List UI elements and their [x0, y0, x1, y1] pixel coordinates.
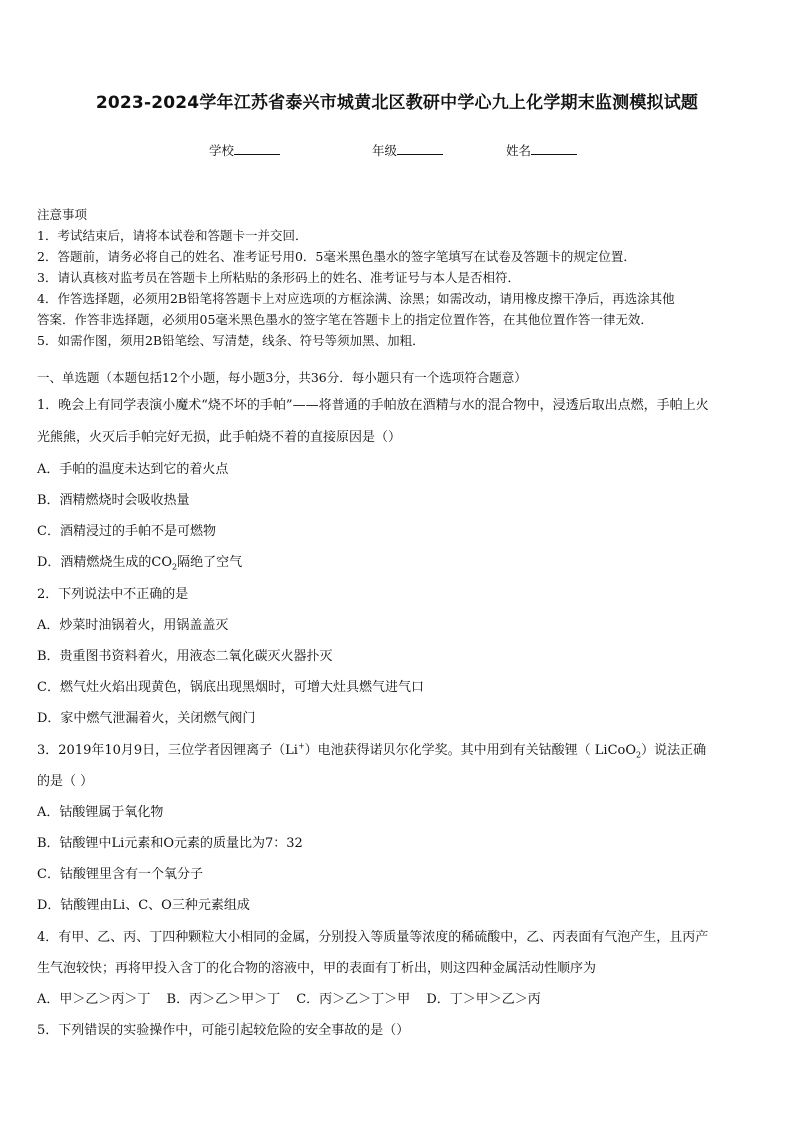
- question-5-stem: 5．下列错误的实验操作中，可能引起较危险的安全事故的是（）: [37, 1023, 410, 1038]
- question-1-option-b: B．酒精燃烧时会吸收热量: [37, 493, 190, 508]
- question-3-option-a: A．钴酸锂属于氧化物: [37, 805, 164, 820]
- school-label: 学校: [209, 143, 235, 158]
- question-3-line-2: 的是（ ）: [37, 774, 94, 789]
- school-blank: [234, 142, 280, 155]
- grade-blank: [397, 142, 443, 155]
- q3-text-pre: 3．2019年10月9日，三位学者因锂离子（Li: [37, 743, 298, 758]
- notice-item: 2．答题前，请务必将自己的姓名、准考证号用0．5毫米黑色墨水的签字笔填写在试卷及答题卡的规定位置．: [37, 249, 636, 264]
- q1-d-text-pre: D．酒精燃烧生成的CO: [37, 555, 173, 570]
- question-4-line-2: 生气泡较快；再将甲投入含丁的化合物的溶液中，甲的表面有丁析出，则这四种金属活动性顺序为: [37, 961, 597, 976]
- notice-item: 1．考试结束后，请将本试卷和答题卡一并交回．: [37, 228, 308, 243]
- q1-d-text-post: 隔绝了空气: [177, 555, 243, 570]
- notice-item: 4．作答选择题，必须用2B铅笔将答题卡上对应选项的方框涂满、涂黑；如需改动，请用橡皮擦干净后，再选涂其他: [37, 291, 675, 306]
- grade-label: 年级: [372, 143, 398, 158]
- school-field: [209, 141, 280, 159]
- section-heading: 一、单选题（本题包括12个小题，每小题3分，共36分．每小题只有一个选项符合题意）: [37, 370, 527, 385]
- name-label: 姓名: [506, 143, 532, 158]
- question-2-option-b: B．贵重图书资料着火，用液态二氧化碳灭火器扑灭: [37, 649, 333, 664]
- question-3-option-c: C．钴酸锂里含有一个氧分子: [37, 867, 203, 882]
- question-3-option-b: B．钴酸锂中Li元素和O元素的质量比为7：32: [37, 836, 303, 851]
- notice-block: [37, 204, 762, 351]
- question-1-option-a: A．手帕的温度未达到它的着火点: [37, 462, 229, 477]
- notice-heading: 注意事项: [37, 207, 88, 222]
- question-3-option-d: D．钴酸锂由Li、C、O三种元素组成: [37, 898, 250, 913]
- question-4-option-b: B．丙＞乙＞甲＞丁: [166, 992, 281, 1007]
- exam-title: 2023-2024学年江苏省泰兴市城黄北区教研中学心九上化学期末监测模拟试题: [95, 93, 699, 113]
- question-4-option-c: C．丙＞乙＞丁＞甲: [296, 992, 411, 1007]
- question-1-option-d: [37, 551, 242, 572]
- question-2-option-c: C．燃气灶火焰出现黄色，锅底出现黑烟时，可增大灶具燃气进气口: [37, 680, 424, 695]
- name-field: [506, 141, 577, 159]
- question-3-line-1: [37, 739, 762, 760]
- question-2-option-d: D．家中燃气泄漏着火，关闭燃气阀门: [37, 711, 256, 726]
- notice-item: 5．如需作图，须用2B铅笔绘、写清楚，线条、符号等须加黑、加粗．: [37, 333, 425, 348]
- question-4-options: [37, 988, 553, 1007]
- q3-text-mid: ）电池获得诺贝尔化学奖。其中用到有关钴酸锂（ LiCoO: [304, 743, 637, 758]
- question-4-option-a: A．甲＞乙＞丙＞丁: [37, 992, 151, 1007]
- question-1-option-c: C．酒精浸过的手帕不是可燃物: [37, 524, 216, 539]
- name-blank: [531, 142, 577, 155]
- question-1-line-2: 光熊熊，火灭后手帕完好无损，此手帕烧不着的直接原因是（）: [37, 430, 402, 445]
- notice-item: 3．请认真核对监考员在答题卡上所粘贴的条形码上的姓名、准考证号与本人是否相符．: [37, 270, 520, 285]
- question-1-line-1: 1．晚会上有同学表演小魔术“烧不坏的手帕”——将普通的手帕放在酒精与水的混合物中，浸透后取出点燃，手帕上火: [37, 398, 709, 413]
- grade-field: [372, 141, 443, 159]
- q3-subscript: 2: [636, 750, 642, 760]
- question-2-option-a: A．炒菜时油锅着火，用锅盖盖灭: [37, 618, 229, 633]
- q1-d-subscript: 2: [172, 562, 178, 572]
- q3-superscript: +: [297, 741, 305, 751]
- q3-text-post: ）说法正确: [641, 743, 707, 758]
- question-2-stem: 2．下列说法中不正确的是: [37, 587, 189, 602]
- notice-item: 答案．作答非选择题，必须用05毫米黑色墨水的签字笔在答题卡上的指定位置作答，在其他位置作答一律无效．: [37, 312, 653, 327]
- question-4-line-1: 4．有甲、乙、丙、丁四种颗粒大小相同的金属，分别投入等质量等浓度的稀硫酸中，乙、丙表面有气泡产生，且丙产: [37, 930, 709, 945]
- question-4-option-d: D．丁＞甲＞乙＞丙: [426, 992, 541, 1007]
